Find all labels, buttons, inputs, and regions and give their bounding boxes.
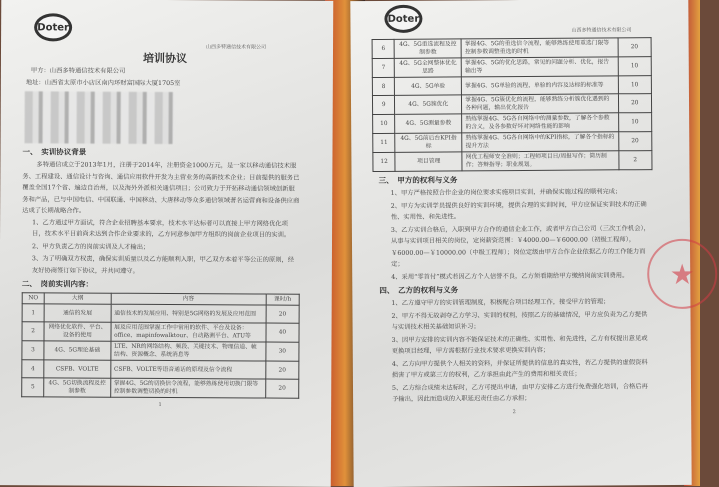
hours-cell: 30: [266, 342, 299, 361]
no-cell: NO: [22, 293, 44, 304]
content-cell: LTE、NR的网络结构、频段、关键技术、物理信道、帧结构、资源概念、系统消息等: [111, 341, 266, 361]
no-cell: 9: [372, 95, 394, 114]
page-2-body: [372, 27, 655, 416]
company-header: 山西多特通信技术有限公司: [206, 44, 267, 51]
content-cell: CSFB、VOLTE等语音通话的原理及信令流程: [110, 360, 265, 379]
outline-cell: 4G、5G簇优化: [395, 95, 462, 114]
hours-cell: 40: [266, 323, 299, 342]
table-row: [373, 132, 652, 153]
table-row: [22, 322, 299, 342]
outline-cell: 4G、5G测量参数: [395, 114, 462, 133]
company-seal-stamp: ★: [647, 239, 717, 309]
outline-cell: 4G、5G前后台KPI指标: [395, 133, 462, 152]
section-2-heading: 二、 岗前实训内容：: [21, 279, 94, 289]
list-item: 4、采用“零首付”模式若因乙方个人信誉不良，乙方须看期给甲方缴纳岗前实训费用。: [391, 271, 629, 281]
content-cell: 通信技术的发展应用、特别是5G网络的发展及应用范围: [111, 304, 266, 323]
table-row: [22, 360, 299, 379]
table-row: [22, 378, 299, 398]
section-1-heading: 一、 实训协议背景: [22, 147, 87, 157]
outline-cell: 4G、5G理论基础: [44, 341, 111, 360]
no-cell: 3: [22, 341, 44, 360]
table-row: [372, 76, 651, 96]
hours-cell: 10: [618, 57, 652, 76]
no-cell: 8: [372, 77, 394, 95]
no-cell: 6: [372, 39, 394, 58]
list-item: 3、因甲方安排的实训内容不能保证技术的正确性、实用性、和先进性，乙方有权提出意见或更换项目经理，甲方需根据行业技术要求更换实训内容；: [391, 334, 648, 355]
training-content-table: [21, 292, 300, 398]
hours-cell: 20: [266, 305, 299, 323]
list-item: 1、甲方严格按照合作企业的岗位要求实施项目实训，并确保实施过程的顺利完成；: [390, 188, 622, 197]
no-cell: 1: [22, 304, 44, 322]
no-cell: 7: [372, 58, 394, 77]
content-cell: 网优工程师安全准则；工程师项目日/周报写作；简历制作；答辩指导；职业规划。: [462, 151, 618, 171]
content-cell: 掌握4G、5G单验的流程，单验的内容及达标的标准等: [462, 76, 618, 95]
table-row: [373, 113, 652, 134]
content-cell: 熟练掌握4G、5G各自网络中的测量参数，了解各个参数的含义，及各参数好坏对网络性能的影响: [462, 113, 618, 133]
list-item: 2、甲方负责乙方的岗前实训及人才输出；: [31, 242, 150, 251]
list-item: 3、乙方实训合格后，入职到甲方合作的通信企业工作，或者甲方自己公司（三次工作机会），从事与实训项目相关的岗位，定岗薪资范围：￥4000.00—￥6000.00（初级工程师），￥6000.00—￥10000.00（中级工程师）；岗位定级由甲方合作企业依据乙方的工作能力而定；: [390, 224, 650, 268]
page-number: 1: [158, 401, 162, 408]
table-row: [372, 38, 651, 59]
outline-cell: 4G、5G切换流程及控制参数: [44, 378, 111, 397]
no-cell: 2: [22, 322, 44, 341]
list-item: 1、乙方通过甲方面试，符合企业招聘基本要求，技术水平达标者可以直接上甲方网络优化项目，技术水平目前尚未达到合作企业要求的，乙方同意参加甲方组织的岗前企业项目的实训。: [32, 218, 291, 239]
party-a-duties: [373, 186, 654, 283]
content-cell: 掌握4G、5G的优化思路，常见的问题分析、优化，报告输出等: [461, 57, 617, 77]
no-cell: 5: [22, 378, 44, 397]
company-header: 山西多特通信技术有限公司: [571, 27, 632, 34]
document-page-1: [0, 0, 333, 487]
document-title: 培训协议: [142, 51, 187, 66]
list-item: 2、甲方为实训学员提供良好的实训环境，提供合理的实训时间，甲方应保证实训技术的正确性、实用性、和先进性。: [390, 200, 647, 221]
section-3-heading: 三、 甲方的权利与义务: [378, 175, 458, 185]
hours-cell: 2: [618, 151, 652, 170]
table-row: [373, 151, 652, 172]
list-item: 1、乙方遵守甲方的实训管理制度，积极配合项目经理工作，接受甲方的管理；: [391, 298, 610, 307]
outline-cell: 4G、5G重选流程及控制参数: [394, 39, 461, 58]
table-row: [372, 57, 651, 78]
list-item: 3、为了明确双方权责，确保实训质量以及乙方能顺利入职，甲乙双方本着平等公正的原则，经友好协商签订如下协议，并共同遵守。: [31, 255, 295, 275]
content-cell: 熟练掌握4G、5G各自网络中的KPI指标，了解各个指标的提升方法: [462, 132, 618, 152]
page-number: 2: [512, 408, 516, 415]
no-cell: 10: [373, 114, 395, 133]
redacted-block: [25, 91, 175, 144]
hours-cell: 10: [618, 113, 652, 132]
list-item: 4、乙方向甲方提供个人相关的资料，并保证所提供的信息的真实性，若乙方提供的虚假资料损害了甲方或第三方的权利，乙方承担由此产生的费用和相关责任；: [391, 358, 648, 379]
list-item: 5、乙方综合成绩未达标时，乙方可提出申请，由甲方安排乙方进行免费强化培训，合格后再予输出，因此而造成的入职延迟责任由乙方承担；: [391, 382, 648, 403]
content-cell: 展及应用范围掌握工作中常用的软件、平台及设备：office、mapinfowalktour、自动路测平台、ATU等: [111, 322, 266, 342]
page-1-body: [21, 65, 301, 409]
hours-cell: 20: [618, 132, 652, 151]
outline-cell: 项目管理: [395, 152, 462, 171]
doter-logo: Doter: [34, 13, 72, 41]
content-cell: 掌握4G、5G簇优化的流程，能够熟练分析簇优化遇到的各种问题，输出优化报告: [462, 94, 618, 114]
training-content-table-continued: [372, 37, 653, 172]
doter-logo: Doter: [384, 5, 422, 33]
content-cell: 掌握4G、5G的重选信令流程，能够熟练使用重选门限等控制参数调整重选的时机: [461, 38, 617, 58]
table-row: [22, 304, 299, 323]
hours-cell: 20: [266, 361, 299, 379]
table-row: [22, 341, 299, 361]
no-cell: 4: [22, 360, 44, 378]
hours-cell: 20: [265, 379, 298, 398]
content-cell: 内容: [111, 293, 266, 305]
content-cell: 掌握4G、5G的切换信令流程，能够熟练使用切换门限等控制参数调整切换的时机: [110, 378, 265, 398]
party-a: 甲方：山西多特通信技术有限公司: [30, 67, 126, 75]
section-4-heading: 四、 乙方的权利与义务: [379, 285, 459, 295]
outline-cell: 通信的发展: [44, 304, 111, 322]
table-row: [372, 94, 651, 115]
outline-cell: CSFB、VOLTE: [44, 360, 111, 378]
party-b-duties: [373, 296, 654, 405]
agreement-items: [22, 217, 300, 278]
address: 地址：山西省太原市小店区南内环财富国际大厦1705室: [25, 78, 181, 87]
hours-cell: 课时/h: [266, 294, 299, 305]
outline-cell: 大纲: [44, 293, 111, 304]
hours-cell: 10: [618, 76, 652, 94]
hours-cell: 20: [618, 38, 652, 57]
outline-cell: 4G、5G单验: [395, 77, 462, 95]
background-paragraph: 多特通信成立于2013年1月，注册于2014年，注册资金1000万元，是一家以移动通信技术服务、工程建设、通信设计与咨询、通信应用软件开发为主营业务的高新技术企业；目前提供的服务已覆盖全国17个省、遍边自治州，以及海外外派相关通信项目；公司致力于开拓移动通信领域创新服务和产品，已与中国电信、中国联通、中国移动、大唐移动等众多通信领域著名运营商和设备供应商达成了长期战略合作。: [22, 161, 300, 215]
list-item: 2、甲方不得无故剥夺乙方学习、实训的权利，按照乙方的基础情况，甲方应负责为乙方提供与实训技术相关基础知识补习；: [391, 310, 648, 331]
document-page-2: [350, 0, 695, 487]
outline-cell: 网络优化软件、平台、设备的使用: [44, 322, 111, 341]
no-cell: 11: [373, 133, 395, 152]
hours-cell: 20: [618, 94, 652, 113]
outline-cell: 4G、5G全网整体优化思路: [395, 58, 462, 77]
no-cell: 12: [373, 152, 395, 171]
